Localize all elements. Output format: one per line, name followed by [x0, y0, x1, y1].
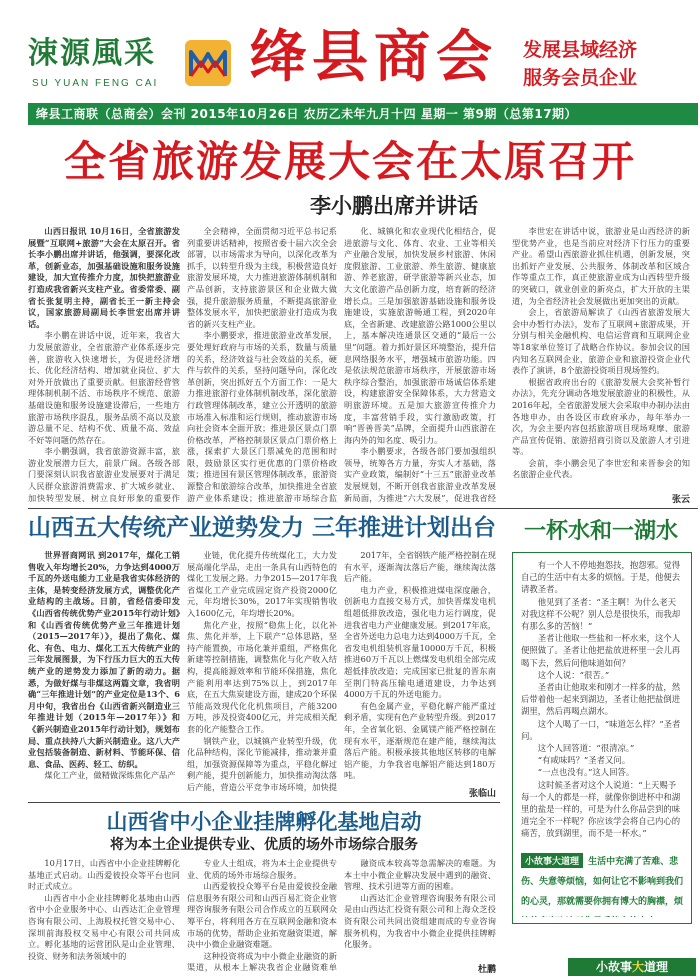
article1-paragraph: 化、城镇化和农业现代化相结合，促进旅游与文化、体育、农业、工业等相关产业融合发展，加快发展乡村旅游、休闲度假旅游、工业旅游、养生旅游、健康旅游、养老旅游，研学旅游等新兴业态，加大文化旅游产品创新力度，培育新的经济增长点。三是加强旅游基础设施和服务设施建设，实施旅游畅通工程，到2020年底，全省新建、改建旅游公路1000公里以上，基本解决连通景区交通的“最后一公里”问题。着力抓好景区环境整治，提升信息网络服务水平，增强城市旅游功能。四是依法规范旅游市场秩序，开展旅游市场秩序综合整治，加强旅游市场诚信体系建设，构建旅游安全保障体系，大力营造文明旅游环境。五是加大旅游宣传推介力度，丰富营销手段，实行激励政策，打响“晋善晋美”品牌，全面提升山西旅游在海内外的知名度、吸引力。	[344, 226, 496, 445]
article1-paragraph: 李小鹏要求，各级各部门要加强组织领导，统筹各方力量，夯实人才基础，落实产业政策，编制好“十三五”旅游业改革发展规划，不断开创我省旅游业改革发展新局面，为推进“六大发展”，促进我省经	[344, 446, 496, 503]
sidebar-paragraph: 这个人回答道：“很清凉。”	[537, 743, 635, 754]
slogan-line-2: 服务会员企业	[523, 67, 638, 89]
article2-credit: 张临山	[468, 789, 496, 799]
sidebar-paragraph: 圣者让他取一些盐和一杯水来，这个人便照做了。圣者让他把盐放进杯里一会儿再喝下去，然后问他味道如何？	[521, 633, 681, 668]
article1-paragraph: 山西日报讯 10月16日，全省旅游发展暨“互联网+旅游”大会在太原召开。省长李小鹏出席并讲话，他强调，要深化改革，创新业态，加强基础设施和服务设施建设，加大宣传推介力度，加快把旅游业打造成我省新兴支柱产业。省委常委、副省长张复明主持，副省长王一新主持会议，国家旅游局副局长李世宏出席并讲话。	[28, 226, 180, 329]
article1-column-3	[344, 226, 496, 504]
sidebar-story-box	[512, 552, 692, 924]
badge-prefix: 小故事	[595, 960, 632, 974]
moral-tag-text: 生活中充满了苦难、悲伤、失意等烦恼，如何让它不影响到我们的心灵，那就需要你拥有博大的胸襟，烦	[521, 857, 683, 907]
article2-column-3	[344, 550, 496, 786]
article1-paragraph: 李世宏在讲话中说，旅游业是山西经济的新型优势产业，也是当前应对经济下行压力的重要产业。希望山西旅游业抓住机遇，创新发展，突出抓好产业发展、公共服务、体制改革和区域合作等重点工作，真正使旅游业成为山西转型升级的突破口，就业创业的新亮点，扩大开放的主渠道，为全省经济社会发展做出更加突出的贡献。	[512, 226, 690, 306]
article3-headline: 山西省中小企业挂牌孵化基地启动	[106, 810, 422, 834]
article3-subhead: 将为本土企业提供专业、优质的场外市场综合服务	[110, 837, 418, 853]
sidebar-moral	[521, 849, 683, 917]
calligraphy-masthead	[28, 28, 178, 98]
article2-paragraph: 世界晋商网讯 到2017年，煤化工销售收入年均增长20%，力争达到4000万千瓦的外送电能力工业是我省实体经济的主体，是转变经济发展方式，调整优化产业结构的主战场。日前，省经信委印发《山西省传统优势产业2015年行动计划》和《山西省传统优势产业三年推进计划（2015—2017年）》，提出了焦化、煤化、有色、电力、煤化工五大传统产业的三年发展图景，为下行压力巨大的五大传统产业的逆势发力添加了新的动力。据悉，为做好煤与非煤这两篇文章，我省明确“三年推进计划”的产业定位是13个、6月中旬，我省出台《山西省新兴制造业三年推进计划（2015年—2017年）》和《新兴制造业2015年行动计划》，规划布局、重点扶持八大新兴制造业。这八大产业包括装备制造、新材料、节能环保、信息、食品、医药、轻工、纺织。	[28, 550, 180, 769]
column-badge	[568, 958, 696, 976]
badge-suffix: 道理	[644, 960, 669, 974]
article1-paragraph: 根据省政府出台的《旅游发展大会奖补暂行办法》，先充分调动各地发展旅游业的积极性，从2016年起，全省旅游发展大会采取申办制办法由各地申办，由各设区市政府承办，每年举办一次，为会主要内容包括旅游项目现场观摩、旅游产品宣传促销、旅游招商引资以及旅游人才引进等。	[512, 376, 690, 457]
article3-paragraph: 山西省中小企业挂牌孵化基地由山西省中小企业服务中心、山西达汇企业管理咨询有限公司、上海股权托管交易中心、深圳前海股权交易中心有限公司共同成立。孵化基地的运营团队是山企业管理、投资、财务和法务领域中的	[28, 892, 180, 961]
sidebar-paragraph: 这个人喝了一口，“味道怎么样？”圣者问。	[521, 718, 681, 741]
article1-paragraph: 会上，省旅游局解读了《山西省旅游发展大会中办暂行办法》，发布了互联网+旅游成果，开分别与相关金融机构、电信运营商和互联网企业等18家单位签订了战略合作协议。参加会议的国内知名互联网企业，旅游企业和旅游投资企业代表作了演讲，8个旅游投资项目现场签约。	[512, 307, 690, 376]
article3-paragraph: 融资成本较高等急需解决的难题。为本土中小微企业解决发展中遇到的融资、管理、技术引进等方面的困难。	[344, 858, 496, 892]
article3-paragraph: 这种投资将成为中小微企业融资的新渠道，从根本上解决我省企业融资难单	[187, 950, 337, 973]
sidebar-paragraph: 这时候圣者对这个人说道：“上天赐予每一个人的都是一样，就像你倒进杯中和湖里的盐是一样的，可是为什么你品尝到的味道完全不一样呢？你应该学会将自己内心的痛苦，放到湖里，而不是一杯水。”	[521, 779, 681, 839]
article1-column-2	[187, 226, 337, 504]
mn-logo-icon	[185, 40, 231, 86]
sidebar-paragraph: 他见到了圣者：“圣主啊！为什么老天对我这样不公呢？别人总是很快乐，而我却有那么多的苦恼！”	[521, 596, 681, 632]
article2-paragraph: 电力产业，积极推进煤电深度融合，创新电力直接交易方式，加快晋煤发电机组超低排放改造，强化电力运行调度，促进我省电力产业健康发展。到2017年底，全省外送电力总电力达到4000万千瓦，全省发电机组装机容量10000万千瓦，积极推进60万千瓦以上燃煤发电机组全部完成超低排放改造；完成国家已批复的晋东南至荆门特高压输电通道建设，力争达到4000万千瓦的外送电能力。	[344, 584, 496, 700]
badge-highlight: 大	[631, 960, 644, 974]
sidebar-paragraph: 圣者由让他取来和刚才一样多的盐，然后带着他一起来到湖边，圣者让他把盐倒进湖里，然后再喝点湖水。	[521, 682, 681, 717]
calligraphy-title: 涑源風采	[28, 36, 156, 71]
article2-paragraph: 有色金属产业，平稳化解产能严重过剩矛盾，实现有色产业转型升级。到2017年，全省氧化铝、金属镁产能严格控制在现有水平，逐渐规范在建产能，继续淘汰落后产能。积极承接其他地区转移的电解铝产能，力争我省电解铝产能达到180万吨。	[344, 700, 496, 781]
article2-paragraph: 业链，优化提升传统煤化工，大力发展高端化学品，走出一条具有山西特色的煤化工发展之路。力争2015—2017年我省煤化工产业完成固定资产投资2000亿元，年均增长30%，2017年实现销售收入1600亿元，年均增长20%。	[187, 550, 337, 618]
sidebar-paragraph: 这个人说：“很苦。”	[537, 669, 610, 680]
sidebar-story-text	[521, 559, 683, 843]
article2-paragraph: 钢铁产业，以城镇产业转型升级，优化品种结构，深化节能减排，推动兼并重组，加强资源保障等为重点，平稳化解过剩产能，提升创新能力，加快推动淘汰落后产能，营造公平竞争市场环境，加快提	[187, 735, 337, 792]
article1-paragraph: 李小鹏要求，推进旅游业改革发展，要处理好政府与市场的关系，数量与质量的关系，经济效益与社会效益的关系，硬件与软件的关系，坚持问题导向，深化改革创新，突出抓好五个方面工作：一是大力推进旅游行业体制机制改革，深化旅游行政管理体制改革，建立公开透明的旅游市场准入标准和运行规则，推动旅游市场向社会资本全面开放；推进景区景点门票价格改革，严格控制景区景点门票价格上涨，探索扩大景区门票减免的范围和时限，鼓励景区实行更优惠的门票价格政策；推进国有景区管理体制改革，旅游资源整合和旅游综合改革，加快推进全省旅游产业体系建设；推进旅游市场综合监	[187, 330, 337, 503]
article3-paragraph: 山西达汇企业管理咨询服务有限公司是由山西达汇投资有限公司和上海众芝投资有限公司共同出资组建而成的专业咨询服务机构，为我省中小微企业提供挂牌孵化服务。	[344, 892, 496, 950]
calligraphy-pinyin: SU YUAN FENG CAI	[32, 78, 159, 89]
slogan-line-1: 发展县域经济	[523, 39, 638, 61]
article3-column-2	[187, 858, 337, 974]
masthead-slogan	[523, 36, 693, 92]
article1-column-4	[512, 226, 690, 490]
article1-paragraph: 李小鹏强调，我省旅游资源丰富，旅游业发展潜力巨大，前景广阔。各级各部门要深刻认识我省旅游业发展要对于满足人民群众旅游消费需求、扩大城乡就业、加快转型发展、树立良好形象的重要作	[28, 446, 180, 503]
article1-subhead: 李小鹏出席并讲话	[310, 194, 478, 218]
article2-paragraph: 煤化工产业，做精做深炼焦化产品产	[44, 770, 176, 781]
article3-paragraph: 10月17日，山西省中小企业挂牌孵化基地正式启动。山西爱彼投众等平台也同时正式成立。	[28, 858, 180, 892]
article2-paragraph: 2017年，全省钢铁产能严格控制在现有水平，逐渐淘汰落后产能，继续淘汰落后产能。	[344, 550, 496, 584]
article3-column-1	[28, 858, 180, 974]
newspaper-title: 绛县商会	[250, 24, 498, 90]
article2-headline: 山西五大传统产业逆势发力 三年推进计划出台	[28, 515, 497, 541]
article3-paragraph: 山西爱彼投众筹平台是由爱彼投金融信息服务有限公司和山西百易汇资企业管理咨询服务有限公司合作成立的互联网众筹平台，将利用各方在互联网金融和资本市场的优势，帮助企业拓宽融资渠道，解决中小微企业融资难题。	[187, 881, 337, 950]
article2-column-2	[187, 550, 337, 792]
article2-paragraph: 焦化产业，按照“稳焦上化，以化补焦、焦化并举，上下联产”总体思路，坚持产能置换，市场化兼并重组，严格焦化新建等控制措施，调整焦化与化产收入结构，提高能源效率和节能环保措施，焦化产能利用率达到75%以上，到2017年底，在五大焦炭建设方面，建成20个环保节能高效现代化化机焦项目，产能3200万吨，涉及投资400亿元，并完成相关配套的化产能整合工作。	[187, 619, 337, 734]
article2-column-1	[28, 550, 180, 792]
sidebar-headline: 一杯水和一湖水	[523, 519, 678, 544]
section-divider	[28, 508, 698, 509]
article1-paragraph: 会前，李小鹏会见了李世宏和来晋参会的知名旅游企业代表。	[512, 457, 690, 480]
article3-paragraph: 专业人士组成，将为本土企业提供专业、优质的场外市场综合服务。	[187, 858, 337, 880]
section-divider	[28, 802, 500, 803]
article1-paragraph: 李小鹏在讲话中说，近年来，我省大力发展旅游业，全省旅游产业体系逐步完善，旅游收入快速增长，为促进经济增长、优化经济结构、增加就业岗位、扩大对外开放做出了重要贡献。但旅游经营管理体制机制不活、市场秩序不规范、旅游基础设施和服务设施建设滞后，一些地方旅游市场秩序混乱，服务品质不高以及旅游总量不足、结构不优、质量不高、效益不好等问题仍然存在。	[28, 330, 180, 445]
article1-column-1	[28, 226, 180, 504]
sidebar-paragraph: “有咸味吗？”圣者又问。	[537, 755, 631, 766]
issue-info-bar: 绛县工商联（总商会）会刊 2015年10月26日 农历乙未年九月十四 星期一 第9期（总第17期）	[28, 103, 698, 125]
article3-column-3	[344, 858, 496, 962]
article3-credit: 杜鹏	[477, 965, 496, 975]
sidebar-paragraph: 有一个人不停地抱怨技，抱怨邪。觉得自己的生活中有太多的烦恼。于是，他便去请教圣者。	[521, 560, 681, 595]
article1-headline: 全省旅游发展大会在太原召开	[63, 137, 636, 186]
moral-tag-label: 小故事大道理	[521, 853, 583, 868]
article1-paragraph: 全会精神，全面贯彻习近平总书记系列重要讲话精神，按照省委十届六次全会部署，以市场需求为导向，以深化改革为抓手，以转型升级为主线，积极营造良好旅游发展环境，大力推进旅游体制机制和产品创新，支持旅游景区和企业做大做强，提升旅游服务质量，不断提高旅游业整体发展水平，加快把旅游业打造成为我省的新兴支柱产业。	[187, 226, 337, 329]
article1-credit: 张云	[671, 495, 690, 505]
sidebar-paragraph: “一点也没有。”这人回答。	[537, 767, 635, 778]
